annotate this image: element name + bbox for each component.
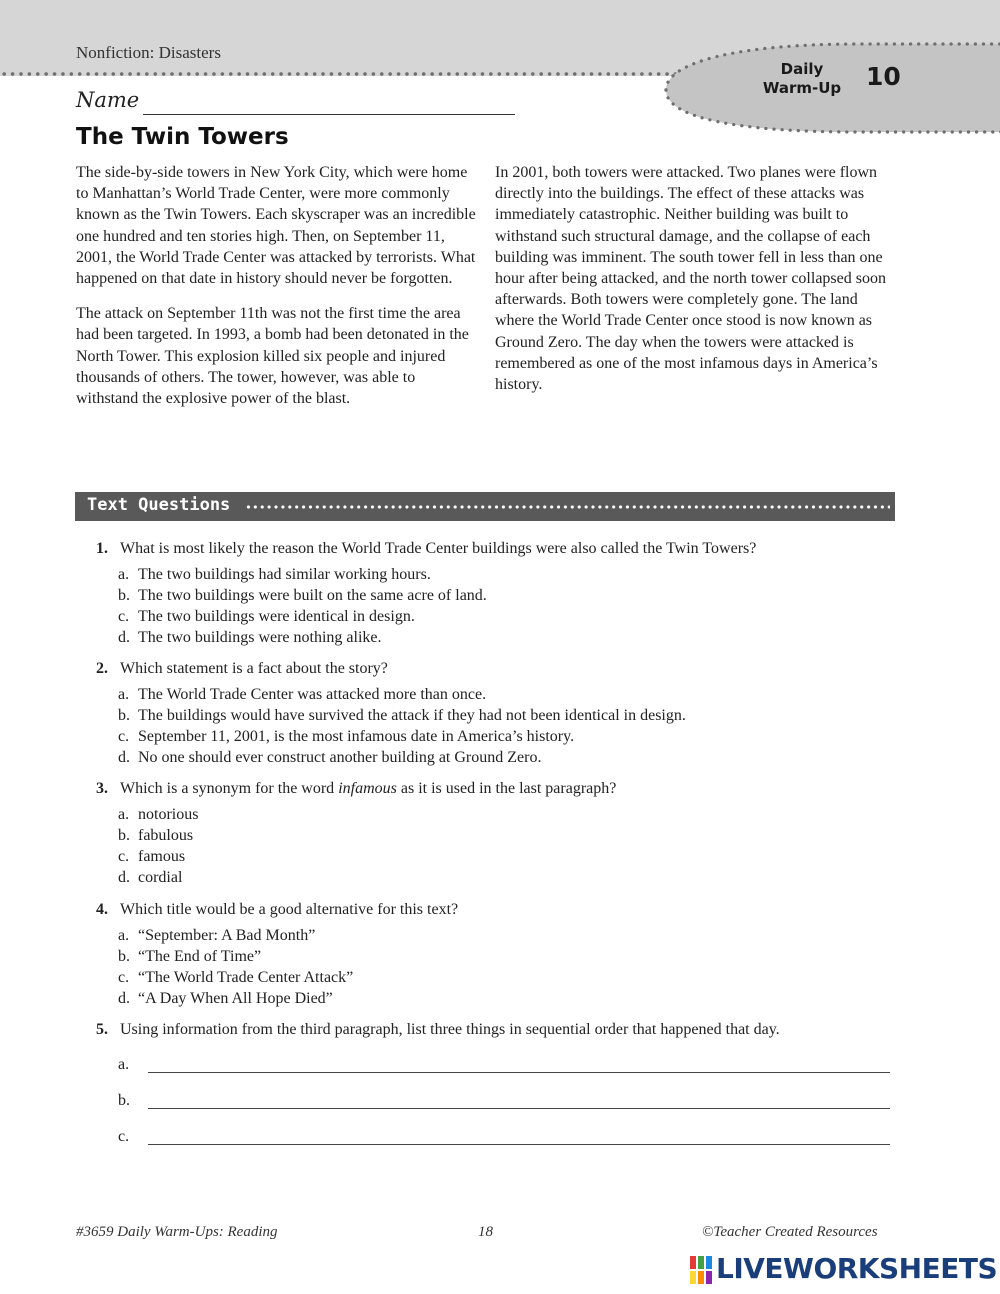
footer-publisher: ©Teacher Created Resources xyxy=(702,1224,878,1240)
italic-word: infamous xyxy=(338,780,397,797)
question-number: 4. xyxy=(96,901,108,918)
question-2 xyxy=(96,658,896,768)
passage-right-column xyxy=(495,162,900,409)
question-number: 1. xyxy=(96,540,108,557)
question-number: 3. xyxy=(96,780,108,797)
question-text: What is most likely the reason the World Trade Center buildings were also called the Twin Towers? xyxy=(120,540,757,557)
footer-book-title: #3659 Daily Warm-Ups: Reading xyxy=(76,1224,278,1240)
warmup-number: 10 xyxy=(866,62,901,91)
question-3 xyxy=(96,778,896,888)
liveworksheets-logo-icon xyxy=(690,1256,712,1284)
name-input-line[interactable] xyxy=(143,114,515,115)
question-text: Which title would be a good alternative for this text? xyxy=(120,901,459,918)
passage-paragraph-1: The side-by-side towers in New York City, which were home to Manhattan’s World Trade Center, were more commonly known as the Twin Towers. Each skyscraper was an incredible one hundred and ten stories high. Then, on September 11, 2001, the World Trade Center was attacked by terrorists. What happened on that date in history should never be forgotten. xyxy=(76,164,476,288)
question-number: 5. xyxy=(96,1021,108,1038)
warmup-label-line2: Warm-Up xyxy=(762,79,842,97)
question-1 xyxy=(96,538,896,648)
question-2-option-d[interactable]: d. No one should ever construct another building at Ground Zero. xyxy=(118,749,542,766)
question-4-option-d[interactable]: d. “A Day When All Hope Died” xyxy=(118,990,333,1007)
question-4-option-a[interactable]: a. “September: A Bad Month” xyxy=(118,927,316,944)
answer-label-a: a. xyxy=(118,1056,130,1073)
question-text: Which statement is a fact about the story? xyxy=(120,660,388,677)
questions-header-title: Text Questions xyxy=(87,495,231,515)
liveworksheets-logo-text: LIVEWORKSHEETS xyxy=(716,1252,998,1285)
header-dotted-rule xyxy=(0,70,680,78)
warmup-label xyxy=(752,60,852,98)
question-1-option-c[interactable]: c. The two buildings were identical in design. xyxy=(118,608,415,625)
question-3-option-d[interactable]: d. cordial xyxy=(118,869,183,886)
questions-header-dots xyxy=(245,503,890,511)
question-2-option-b[interactable]: b. The buildings would have survived the attack if they had not been identical in design. xyxy=(118,707,686,724)
warmup-label-line1: Daily xyxy=(780,60,824,78)
answer-line-b[interactable] xyxy=(148,1108,890,1109)
question-text: Using information from the third paragraph, list three things in sequential order that happened that day. xyxy=(120,1021,780,1038)
page-title: The Twin Towers xyxy=(76,124,289,150)
answer-line-a[interactable] xyxy=(148,1072,890,1073)
question-text: Which is a synonym for the word infamous as it is used in the last paragraph? xyxy=(120,780,617,797)
question-1-option-d[interactable]: d. The two buildings were nothing alike. xyxy=(118,629,382,646)
question-3-option-a[interactable]: a. notorious xyxy=(118,806,199,823)
question-2-option-c[interactable]: c. September 11, 2001, is the most infamous date in America’s history. xyxy=(118,728,575,745)
passage-paragraph-3: In 2001, both towers were attacked. Two planes were flown directly into the buildings. The effect of these attacks was immediately catastrophic. Neither building was built to withstand such structural damage, and the collapse of each building was imminent. The south tower fell in less than one hour after being attacked, and the north tower collapsed soon afterwards. Both towers were completely gone. The land where the World Trade Center once stood is now known as Ground Zero. The day when the towers were attacked is remembered as one of the most infamous days in America’s history. xyxy=(495,164,886,394)
answer-label-c: c. xyxy=(118,1128,130,1145)
answer-line-c[interactable] xyxy=(148,1144,890,1145)
passage-paragraph-2: The attack on September 11th was not the first time the area had been targeted. In 1993, a bomb had been detonated in the North Tower. This explosion killed six people and injured thousands of others. The tower, however, was able to withstand the explosive power of the blast. xyxy=(76,305,469,408)
footer-page-number: 18 xyxy=(478,1224,493,1240)
name-label: Name xyxy=(76,88,140,112)
question-3-option-c[interactable]: c. famous xyxy=(118,848,186,865)
passage-left-column xyxy=(76,162,480,423)
question-4-option-b[interactable]: b. “The End of Time” xyxy=(118,948,262,965)
question-4 xyxy=(96,899,896,1009)
category-label: Nonfiction: Disasters xyxy=(76,43,221,62)
question-4-option-c[interactable]: c. “The World Trade Center Attack” xyxy=(118,969,354,986)
question-2-option-a[interactable]: a. The World Trade Center was attacked more than once. xyxy=(118,686,487,703)
question-1-option-b[interactable]: b. The two buildings were built on the same acre of land. xyxy=(118,587,487,604)
question-3-option-b[interactable]: b. fabulous xyxy=(118,827,194,844)
question-number: 2. xyxy=(96,660,108,677)
answer-label-b: b. xyxy=(118,1092,130,1109)
question-5 xyxy=(96,1019,896,1043)
question-1-option-a[interactable]: a. The two buildings had similar working hours. xyxy=(118,566,431,583)
